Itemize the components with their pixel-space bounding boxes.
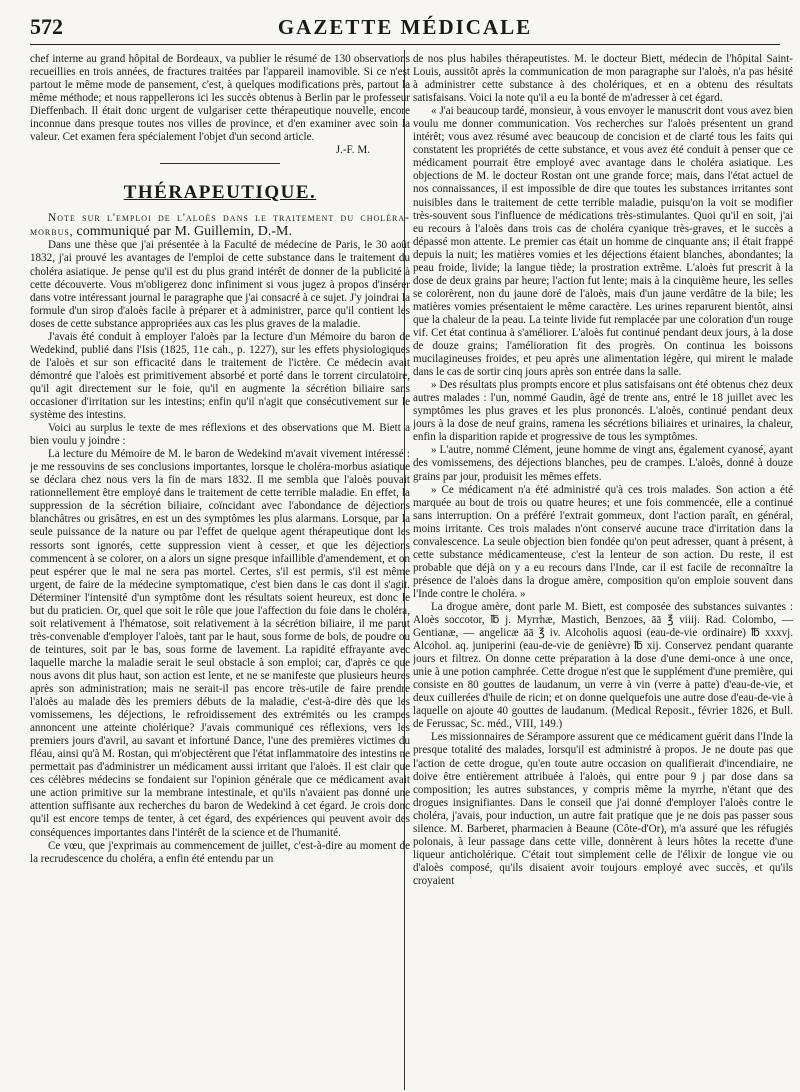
body-paragraph: La drogue amère, dont parle M. Biett, est composée des substances suivantes : Aloès soccotor, ℔ j. Myrrhæ, Mastich, Benzoes, āā ℥ viiij. Rad. Colombo, — Gentianæ, — angelicæ āā ℥ iv. Alcoholis aquosi (eau-de-vie ordinaire) ℔ xxxvj. Alcohol. aq. juniperini (eau-de-vie de genièvre) ℔ xij. Conservez pendant quarante jours et filtrez. On donne cette préparation à la dose d'une demi-once à une once, unie à une potion camphrée. Cette drogue n'est que le supplément d'une première, qui consiste en 80 gouttes de laudanum, un verre à vin (verre à patte) d'eau-de-vie, et deux cuillerées d'huile de ricin; et on donne quelquefois une autre dose d'eau-de-vie à laquelle on ajoute 40 gouttes de laudanum. (Medical Reposit., février 1826, et Bull. de Ferussac, Sc. méd., VIII, 149.) xyxy=(413,600,793,731)
body-paragraph: Les missionnaires de Sérampore assurent que ce médicament guérit dans l'Inde la presque totalité des malades, lorsqu'il est administré à propos. Je ne doute pas que l'action de cette drogue, qu'en toute autre occasion on qualifierait d'incendiaire, ne doive être entièrement attribuée à l'aloès, qui entre pour 9 j par dose dans sa composition; les autres substances, y compris même la myrrhe, n'étant que des drogues insignifiantes. Dans le conseil que j'ai donné d'employer l'aloès contre le choléra, j'avais, pour induction, un autre fait pratique que je ne dois pas passer sous silence. M. Barberet, pharmacien à Beaune (Côte-d'Or), m'a assuré que les réfugiés polonais, à leur passage dans cette ville, donnèrent à leurs hôtes la recette d'une liqueur anticholérique. C'était tout simplement celle de l'élixir de longue vie ou d'aloès composé, qu'ils disaient avoir toujours employé avec succès, et qu'ils croyaient xyxy=(413,731,793,887)
body-paragraph: Voici au surplus le texte de mes réflexions et des observations que M. Biett a bien voulu y joindre : xyxy=(30,422,410,448)
body-paragraph: Ce vœu, que j'exprimais au commencement de juillet, c'est-à-dire au moment de la recrudescence du choléra, a enfin été entendu par un xyxy=(30,839,410,865)
page-number: 572 xyxy=(30,14,63,39)
article-end-rule xyxy=(160,163,280,164)
body-paragraph: « J'ai beaucoup tardé, monsieur, à vous envoyer le manuscrit dont vous avez bien voulu me donner communication. Vos recherches sur l'aloès présentent un grand intérêt; vous avez résumé avec beaucoup de concision et de clarté tous les faits qui constatent les propriétés de cette substance, et vous avez été conduit à penser que ce médicament pourrait être employé avec avantage dans le choléra asiatique. Les objections de M. le docteur Rostan ont une grande force; mais, dans l'état actuel de nos connaissances, il est impossible de dire que toutes les substances irritantes sont nuisibles dans le traitement de cette terrible maladie, puisqu'on la voit se modifier très-souvent sous l'influence de médications très-stimulantes. Quoi qu'il en soit, j'ai eu recours à l'aloès dans trois cas de choléra cyanique très-graves, et le succès a dépassé mon attente. Le premier cas était un homme de cinquante ans; il était frappé depuis la nuit; les matières vomies et les déjections étaient blanches, abondantes; la peau froide, livide; la langue tiède; la prostration extrême. L'aloès fut prescrit à la dose de deux grains par heure; l'action fut lente; mais à la cinquième heure, les selles se colorèrent, non du jaune doré de l'aloès, mais d'un jaune verdâtre de la bile; les matières vomies présentaient le même caractère. Les urines reparurent bientôt, ainsi que la chaleur de la peau. La teinte livide fut remplacée par une coloration d'un rouge vif. Cet état continua à s'améliorer. L'aloès fut continué pendant deux jours, à la dose de douze grains; l'amélioration fit des progrès. On continua les boissons mucilagineuses froides, et peu après une alimentation légère, qui mirent le malade dans le cas de sortir cinq jours après son entrée dans la salle. xyxy=(413,105,793,379)
body-paragraph: de nos plus habiles thérapeutistes. M. le docteur Biett, médecin de l'hôpital Saint-Louis, aussitôt après la communication de mon paragraphe sur l'aloès, n'a pas hésité à administrer cette substance à des cholériques, et en a obtenu des résultats satisfaisans. Voici la note qu'il a eu la bonté de m'adresser à cet égard. xyxy=(413,53,793,105)
right-column xyxy=(413,53,793,1087)
body-paragraph: La lecture du Mémoire de M. le baron de Wedekind m'avait vivement intéressé : je me ressouvins de ses conclusions importantes, lorsque le choléra-morbus asiatique se déclara chez nous vers la fin de mars 1832. Il me sembla que l'aloès pouvait rationnellement être employé dans le traitement de cette terrible maladie. En effet, la suppression de la sécrétion biliaire, coïncidant avec l'abondance de déjections blanchâtres ou grisâtres, en est un des symptômes les plus alarmans. Lorsque, par la seule puissance de la nature ou par l'effet de quelque agent thérapeutique dont les ressorts sont ignorés, cette suppression vient à cesser, et que les déjections commencent à se colorer, on a alors un signe presque infaillible d'amendement, et on peut espérer que le mal ne sera pas mortel. Certes, s'il est permis, s'il est même urgent, de faire de la médecine symptomatique, c'est bien dans le cas dont il s'agit. Déterminer l'intensité d'un symptôme dont les résultats soient heureux, est donc le but du praticien. Or, quel que soit le rôle que joue l'affection du foie dans le choléra, soit relativement à l'hématose, soit relativement à la sécrétion biliaire, il me parut très-convenable d'employer l'aloès, tant par le haut, sous forme de bols, de poudre ou de teintures, soit par le bas, sous forme de lavement. La rapidité effrayante avec laquelle marche la maladie serait le seul obstacle à son emploi; car, d'après ce que nous avons dit plus haut, son action est lente, et ne se manifeste que plusieurs heures après son administration; mais ne serait-il pas encore très-utile de faire prendre l'aloès au malade dès les premiers débuts de la maladie, c'est-à-dire dès que les vomissemens, les déjections, le refroidissement des extrémités ou les crampes annoncent une atteinte cholérique? J'avais communiqué ces réflexions, vers les premiers jours d'avril, au savant et infortuné Dance, l'une des premières victimes du fléau, ainsi qu'à M. Rostan, qui m'objectèrent que l'état inflammatoire des intestins ne permettait pas d'administrer un médicament aussi irritant que l'aloès. Il est clair que ces célèbres médecins se fondaient sur l'opinion générale que ce médicament avait une action primitive sur la membrane intestinale, et qu'ils n'avaient pas donné une attention suffisante aux recherches du baron de Wedekind à cet égard. Je crois donc qu'il est encore temps de tenter, à cet égard, des expériences qui peuvent avoir des conséquences importantes dans l'intérêt de la science et de l'humanité. xyxy=(30,448,410,839)
previous-article-end: chef interne au grand hôpital de Bordeaux, va publier le résumé de 130 observations recueillies en trois années, de fractures traitées par l'appareil inamovible. Si ce n'est partout le même mode de pansement, c'est, à quelques modifications près, partout la même méthode; et nous rappellerons ici les succès obtenus à Berlin par le professeur Dieffenbach. Il était donc urgent de vulgariser cette thérapeutique nouvelle, encore inconnue dans presque toutes nos villes de province, et d'en examiner avec soin la valeur. Cet examen fera spécialement l'objet d'un second article. xyxy=(30,53,410,144)
left-column xyxy=(30,53,410,1087)
section-title: THÉRAPEUTIQUE. xyxy=(123,182,317,204)
body-paragraph: Dans une thèse que j'ai présentée à la Faculté de médecine de Paris, le 30 août 1832, j'ai prouvé les avantages de l'emploi de cette substance dans le traitement du choléra asiatique. Je pense qu'il est du plus grand intérêt de donner de la publicité à cette découverte. Vous m'obligerez donc infiniment si vous jugez à propos d'insérer dans votre intéressant journal le paragraphe que j'ai consacré à ce sujet. J'y joindrai la formule d'un sirop d'aloès facile à préparer et à administrer, parce qu'il contient les doses de cette substance appropriées aux cas les plus graves de la maladie. xyxy=(30,239,410,330)
article-heading-byline: communiqué par M. Guillemin, D.-M. xyxy=(76,224,292,240)
article-signature: J.-F. M. xyxy=(335,144,370,157)
body-paragraph: » Ce médicament n'a été administré qu'à ces trois malades. Son action a été marquée au bout de trois ou quatre heures; et une fois commencée, elle a continué sans interruption. On a préféré l'extrait gommeux, dont l'action paraît, en général, moins irritante. Ces trois malades n'ont conservé aucune trace d'irritation dans la convalescence. La seule objection bien fondée qu'on peut adresser, quant à présent, à cette substance médicamenteuse, c'est la lenteur de son action. Du reste, il est probable que déjà on y a eu recours dans l'Inde, car il est facile de reconnaître la présence de l'aloès dans la drogue amère, composition qu'on emploie souvent dans l'Inde contre le choléra. » xyxy=(413,483,793,600)
article-heading-title: Note sur l'emploi de l'aloès dans le traitement du choléra-morbus, xyxy=(30,212,410,239)
journal-title: GAZETTE MÉDICALE xyxy=(277,15,533,39)
body-paragraph: » Des résultats plus prompts encore et plus satisfaisans ont été obtenus chez deux autres malades : l'un, nommé Gaudin, âgé de trente ans, entré le 18 juillet avec les symptômes les plus graves et les plus prononcés. L'aloès, continué pendant deux jours à la dose de neuf grains, ramena les sécrétions biliaires et urinaires, la chaleur, enfin la disparition rapide et progressive de tous les symptômes. xyxy=(413,379,793,444)
article-heading xyxy=(30,211,410,239)
page-header xyxy=(30,14,780,45)
body-paragraph: J'avais été conduit à employer l'aloès par la lecture d'un Mémoire du baron de Wedekind, publié dans l'Isis (1825, 11e cah., p. 1227), sur les effets physiologiques de l'aloès et sur son efficacité dans le traitement de l'ictère. Ce médecin avait démontré que l'aloès est primitivement absorbé et porté dans le torrent circulatoire, qu'il agit directement sur le foie, qu'il en augmente la sécrétion biliaire sans occasioner d'irritation sur les intestins; enfin qu'il n'agit que consécutivement sur le système des intestins. xyxy=(30,330,410,422)
body-paragraph: » L'autre, nommé Clément, jeune homme de vingt ans, également cyanosé, ayant des vomissemens, des déjections blanches, peu de crampes. L'aloès, donné à douze grains par jour, produisit les mêmes effets. xyxy=(413,444,793,483)
